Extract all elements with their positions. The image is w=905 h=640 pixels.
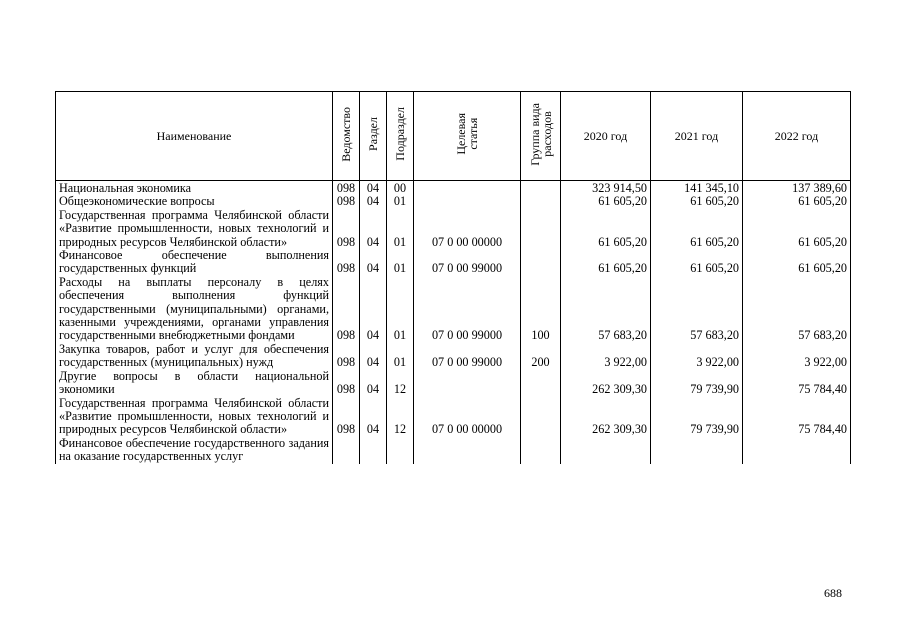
row-name: Другие вопросы в области национальной экономики xyxy=(56,370,333,397)
row-2020: 57 683,20 xyxy=(561,276,651,343)
row-name: Финансовое обеспечение выполнения государственных функций xyxy=(56,249,333,276)
row-2022: 3 922,00 xyxy=(743,343,851,370)
header-podrazdel: Подраздел xyxy=(387,92,414,181)
row-2020 xyxy=(561,437,651,464)
row-group xyxy=(521,195,561,208)
row-target: 07 0 00 00000 xyxy=(414,209,521,249)
row-2020: 61 605,20 xyxy=(561,195,651,208)
row-2020: 61 605,20 xyxy=(561,249,651,276)
row-podrazdel: 01 xyxy=(387,249,414,276)
row-podrazdel: 01 xyxy=(387,209,414,249)
header-target-line1: Целевая xyxy=(454,113,468,155)
header-2021: 2021 год xyxy=(651,92,743,181)
row-2022: 61 605,20 xyxy=(743,209,851,249)
table-row xyxy=(56,181,851,196)
row-2022: 61 605,20 xyxy=(743,249,851,276)
row-2020: 262 309,30 xyxy=(561,397,651,437)
page-number: 688 xyxy=(824,586,842,600)
row-target xyxy=(414,370,521,397)
row-razdel: 04 xyxy=(360,276,387,343)
table-row xyxy=(56,249,851,276)
row-name: Национальная экономика xyxy=(56,181,333,196)
table-row xyxy=(56,370,851,397)
header-razdel: Раздел xyxy=(360,92,387,181)
row-2020: 61 605,20 xyxy=(561,209,651,249)
row-2022: 137 389,60 xyxy=(743,181,851,196)
header-target-line2: статья xyxy=(466,118,480,150)
row-group xyxy=(521,370,561,397)
row-razdel: 04 xyxy=(360,181,387,196)
row-2020: 323 914,50 xyxy=(561,181,651,196)
header-vedomstvo: Ведомство xyxy=(333,92,360,181)
row-name: Расходы на выплаты персоналу в целях обеспечения выполнения функций государственными (муниципальными) органами, казенными учреждениями, органами управления государственными внебюджетными фондами xyxy=(56,276,333,343)
row-razdel: 04 xyxy=(360,209,387,249)
row-vedomstvo xyxy=(333,437,360,464)
header-name: Наименование xyxy=(56,92,333,181)
row-podrazdel: 12 xyxy=(387,397,414,437)
row-target: 07 0 00 99000 xyxy=(414,249,521,276)
row-name: Государственная программа Челябинской области «Развитие промышленности, новых технологий и природных ресурсов Челябинской области» xyxy=(56,209,333,249)
row-2021: 61 605,20 xyxy=(651,209,743,249)
row-target: 07 0 00 00000 xyxy=(414,397,521,437)
row-2021: 61 605,20 xyxy=(651,195,743,208)
row-2021: 61 605,20 xyxy=(651,249,743,276)
row-group: 100 xyxy=(521,276,561,343)
row-vedomstvo: 098 xyxy=(333,249,360,276)
row-group: 200 xyxy=(521,343,561,370)
row-name: Финансовое обеспечение государственного задания на оказание государственных услуг xyxy=(56,437,333,464)
row-target xyxy=(414,437,521,464)
row-2022: 57 683,20 xyxy=(743,276,851,343)
header-row xyxy=(56,92,851,181)
row-podrazdel: 00 xyxy=(387,181,414,196)
table-row xyxy=(56,195,851,208)
row-2022: 75 784,40 xyxy=(743,370,851,397)
row-target xyxy=(414,195,521,208)
table-row xyxy=(56,276,851,343)
row-name: Государственная программа Челябинской области «Развитие промышленности, новых технологий и природных ресурсов Челябинской области» xyxy=(56,397,333,437)
row-name: Общеэкономические вопросы xyxy=(56,195,333,208)
row-2021: 141 345,10 xyxy=(651,181,743,196)
table-row xyxy=(56,437,851,464)
row-vedomstvo: 098 xyxy=(333,195,360,208)
row-podrazdel: 12 xyxy=(387,370,414,397)
row-razdel: 04 xyxy=(360,343,387,370)
row-group xyxy=(521,249,561,276)
row-vedomstvo: 098 xyxy=(333,209,360,249)
row-group xyxy=(521,397,561,437)
row-2021: 57 683,20 xyxy=(651,276,743,343)
row-podrazdel: 01 xyxy=(387,195,414,208)
row-2022: 61 605,20 xyxy=(743,195,851,208)
row-2021: 3 922,00 xyxy=(651,343,743,370)
table-row xyxy=(56,397,851,437)
budget-table xyxy=(55,91,851,464)
row-razdel: 04 xyxy=(360,370,387,397)
header-group-line1: Группа вида xyxy=(527,102,542,166)
row-razdel xyxy=(360,437,387,464)
row-group xyxy=(521,181,561,196)
row-podrazdel: 01 xyxy=(387,276,414,343)
header-group-line2: расходов xyxy=(539,111,554,157)
row-group xyxy=(521,209,561,249)
row-group xyxy=(521,437,561,464)
row-2020: 3 922,00 xyxy=(561,343,651,370)
header-target-article xyxy=(414,92,521,181)
row-razdel: 04 xyxy=(360,397,387,437)
row-vedomstvo: 098 xyxy=(333,276,360,343)
row-target: 07 0 00 99000 xyxy=(414,343,521,370)
header-2020: 2020 год xyxy=(561,92,651,181)
row-razdel: 04 xyxy=(360,195,387,208)
row-razdel: 04 xyxy=(360,249,387,276)
row-vedomstvo: 098 xyxy=(333,181,360,196)
row-name: Закупка товаров, работ и услуг для обеспечения государственных (муниципальных) нужд xyxy=(56,343,333,370)
table-row xyxy=(56,343,851,370)
row-podrazdel xyxy=(387,437,414,464)
row-2020: 262 309,30 xyxy=(561,370,651,397)
row-vedomstvo: 098 xyxy=(333,397,360,437)
row-2022: 75 784,40 xyxy=(743,397,851,437)
header-expense-group xyxy=(521,92,561,181)
row-2022 xyxy=(743,437,851,464)
table-row xyxy=(56,209,851,249)
row-target xyxy=(414,181,521,196)
row-target: 07 0 00 99000 xyxy=(414,276,521,343)
row-vedomstvo: 098 xyxy=(333,370,360,397)
row-2021 xyxy=(651,437,743,464)
header-2022: 2022 год xyxy=(743,92,851,181)
row-2021: 79 739,90 xyxy=(651,370,743,397)
row-vedomstvo: 098 xyxy=(333,343,360,370)
row-podrazdel: 01 xyxy=(387,343,414,370)
row-2021: 79 739,90 xyxy=(651,397,743,437)
